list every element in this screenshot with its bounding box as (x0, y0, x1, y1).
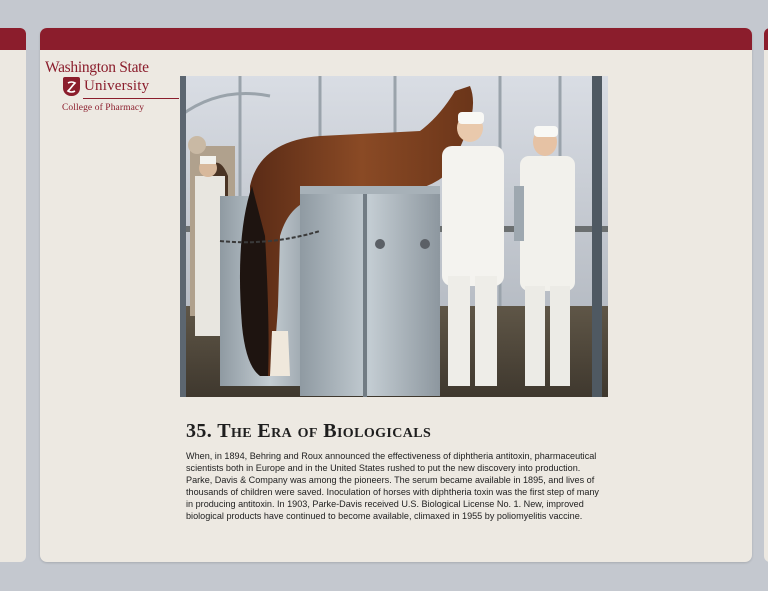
university-name-line2: University (84, 78, 150, 94)
previous-slide-header-bar (0, 28, 26, 50)
previous-slide-card[interactable] (0, 28, 26, 562)
university-name-row (63, 77, 180, 96)
wsu-logo (45, 60, 180, 113)
college-name: College of Pharmacy (62, 103, 145, 113)
logo-divider (83, 98, 179, 99)
university-name-line1: Washington State (45, 59, 149, 76)
slide-description: When, in 1894, Behring and Roux announced the effectiveness of diphtheria antitoxin, pharmaceutical scientists both in Europe and in the United States rushed to put the new discovery into production. Parke, Davis & Company was among the pioneers. The serum became available in 1895, and lives of thousands of children were saved. Inoculation of horses with diphtheria toxin was the first step of many in producing antitoxin. In 1903, Parke-Davis received U.S. Biological License No. 1. New, improved biological products have continued to become available, climaxed in 1955 by poliomyelitis vaccine. (186, 451, 599, 522)
historical-photo (180, 76, 608, 397)
next-slide-card[interactable] (764, 28, 768, 562)
next-slide-header-bar (764, 28, 768, 50)
slide-header-bar (40, 28, 752, 50)
wsu-seal-icon (63, 77, 80, 96)
slide-title: 35. The Era of Biologicals (186, 420, 432, 442)
slide-card (40, 28, 752, 562)
